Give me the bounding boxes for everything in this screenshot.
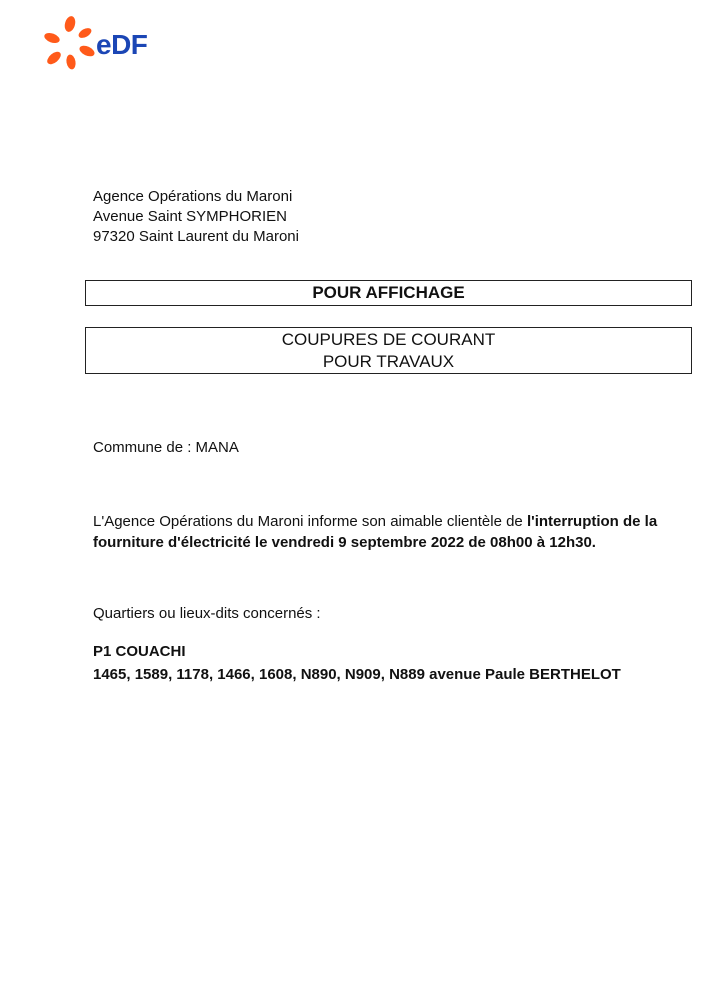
info-highlight: l'interruption de la fourniture d'électricité le vendredi 9 septembre 2022 de 08h00 à 12h30. xyxy=(93,513,658,551)
subject-box xyxy=(85,327,692,374)
subject-line-1: COUPURES DE COURANT xyxy=(281,330,496,349)
subject-line-2: POUR TRAVAUX xyxy=(322,352,455,371)
edf-logo-text: eDF xyxy=(96,29,148,60)
zone-name: P1 COUACHI xyxy=(93,643,186,660)
address-line-3: 97320 Saint Laurent du Maroni xyxy=(93,228,299,245)
zone-details: 1465, 1589, 1178, 1466, 1608, N890, N909, N889 avenue Paule BERTHELOT xyxy=(93,666,621,683)
notice-title: POUR AFFICHAGE xyxy=(312,283,465,302)
address-line-2: Avenue Saint SYMPHORIEN xyxy=(93,208,287,225)
quartiers-label: Quartiers ou lieux-dits concernés : xyxy=(93,605,321,622)
info-intro: L'Agence Opérations du Maroni informe son aimable clientèle de xyxy=(93,513,527,530)
edf-logo xyxy=(40,16,170,72)
notice-title-box xyxy=(85,280,692,306)
zone-item xyxy=(93,640,621,686)
edf-sun-icon xyxy=(40,16,170,72)
info-paragraph xyxy=(93,511,693,553)
commune-label: Commune de : MANA xyxy=(93,439,239,456)
sender-address xyxy=(93,187,299,247)
address-line-1: Agence Opérations du Maroni xyxy=(93,188,293,205)
